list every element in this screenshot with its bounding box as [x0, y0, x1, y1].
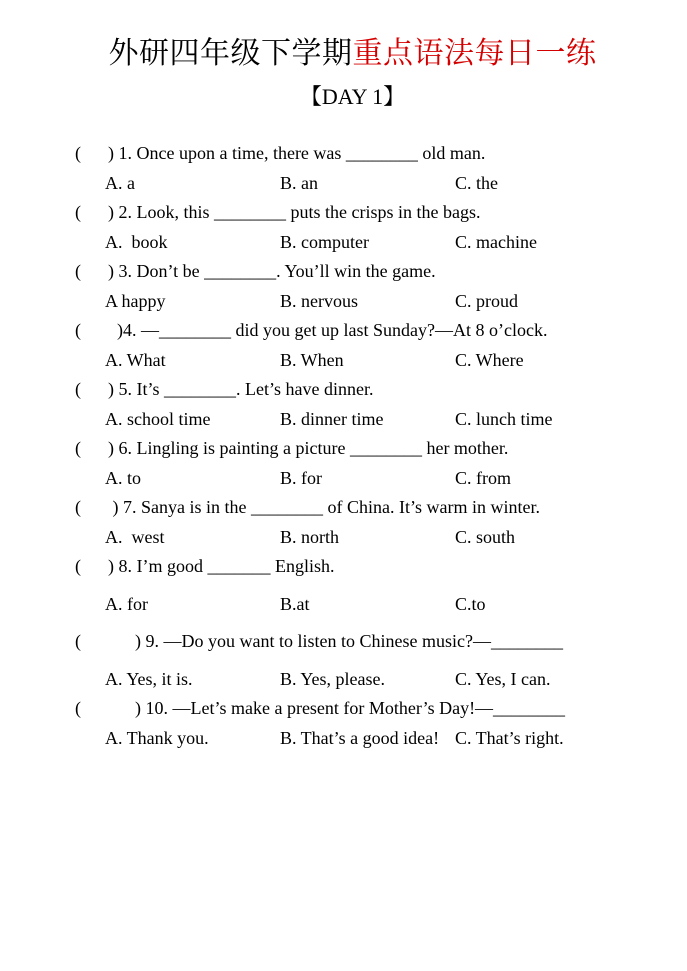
question-8	[75, 552, 630, 619]
option-c: C. lunch time	[455, 408, 553, 429]
option-c: C. machine	[455, 231, 537, 252]
option-a: A happy	[105, 290, 166, 311]
question-options	[105, 346, 630, 376]
page-subtitle: 【DAY 1】	[299, 84, 406, 109]
option-c: C. That’s right.	[455, 727, 564, 748]
question-stem: ( ) 5. It’s ________. Let’s have dinner.	[75, 379, 374, 399]
question-options	[105, 287, 630, 317]
option-b: B.at	[280, 593, 310, 614]
title-main: 外研四年级下学期	[108, 37, 353, 70]
question-6	[75, 434, 630, 493]
question-options	[105, 228, 630, 258]
option-a: A. to	[105, 467, 141, 488]
option-b: B. dinner time	[280, 408, 384, 429]
question-stem: ( ) 10. —Let’s make a present for Mother’s Day!—________	[75, 698, 566, 718]
option-a: A. What	[105, 349, 166, 370]
option-a: A. for	[105, 593, 148, 614]
option-c: C. Yes, I can.	[455, 668, 551, 689]
question-options	[105, 724, 630, 754]
question-options	[105, 405, 630, 435]
option-a: A. a	[105, 172, 135, 193]
question-1	[75, 139, 630, 198]
question-7	[75, 493, 630, 552]
question-5	[75, 375, 630, 434]
question-options	[105, 665, 630, 695]
option-b: B. north	[280, 526, 340, 547]
question-stem: ( )4. —________ did you get up last Sunday?—At 8 o’clock.	[75, 320, 548, 340]
question-stem: ( ) 3. Don’t be ________. You’ll win the game.	[75, 261, 436, 281]
question-stem: ( ) 9. —Do you want to listen to Chinese music?—________	[75, 631, 563, 651]
option-a: A. school time	[105, 408, 211, 429]
option-b: B. computer	[280, 231, 369, 252]
question-options	[105, 590, 630, 620]
question-2	[75, 198, 630, 257]
option-b: B. nervous	[280, 290, 358, 311]
option-c: C. from	[455, 467, 511, 488]
option-c: C. proud	[455, 290, 518, 311]
option-a: A. Yes, it is.	[105, 668, 193, 689]
question-options	[105, 169, 630, 199]
option-a: A. book	[105, 231, 168, 252]
option-b: B. for	[280, 467, 322, 488]
question-stem: ( ) 2. Look, this ________ puts the crisps in the bags.	[75, 202, 481, 222]
option-c: C.to	[455, 593, 486, 614]
option-b: B. an	[280, 172, 318, 193]
option-c: C. Where	[455, 349, 524, 370]
question-stem: ( ) 6. Lingling is painting a picture ________ her mother.	[75, 438, 509, 458]
option-a: A. west	[105, 526, 165, 547]
question-options	[105, 523, 630, 553]
question-stem: ( ) 7. Sanya is in the ________ of China. It’s warm in winter.	[75, 497, 540, 517]
option-c: C. the	[455, 172, 498, 193]
question-10	[75, 694, 630, 753]
option-b: B. When	[280, 349, 344, 370]
question-options	[105, 464, 630, 494]
page-title	[75, 28, 630, 72]
question-4	[75, 316, 630, 375]
option-a: A. Thank you.	[105, 727, 209, 748]
option-b: B. Yes, please.	[280, 668, 386, 689]
option-b: B. That’s a good idea!	[280, 727, 440, 748]
question-stem: ( ) 8. I’m good _______ English.	[75, 556, 335, 576]
question-stem: ( ) 1. Once upon a time, there was ________ old man.	[75, 143, 486, 163]
question-3	[75, 257, 630, 316]
title-accent: 重点语法每日一练	[352, 37, 597, 70]
option-c: C. south	[455, 526, 516, 547]
question-9	[75, 627, 630, 694]
